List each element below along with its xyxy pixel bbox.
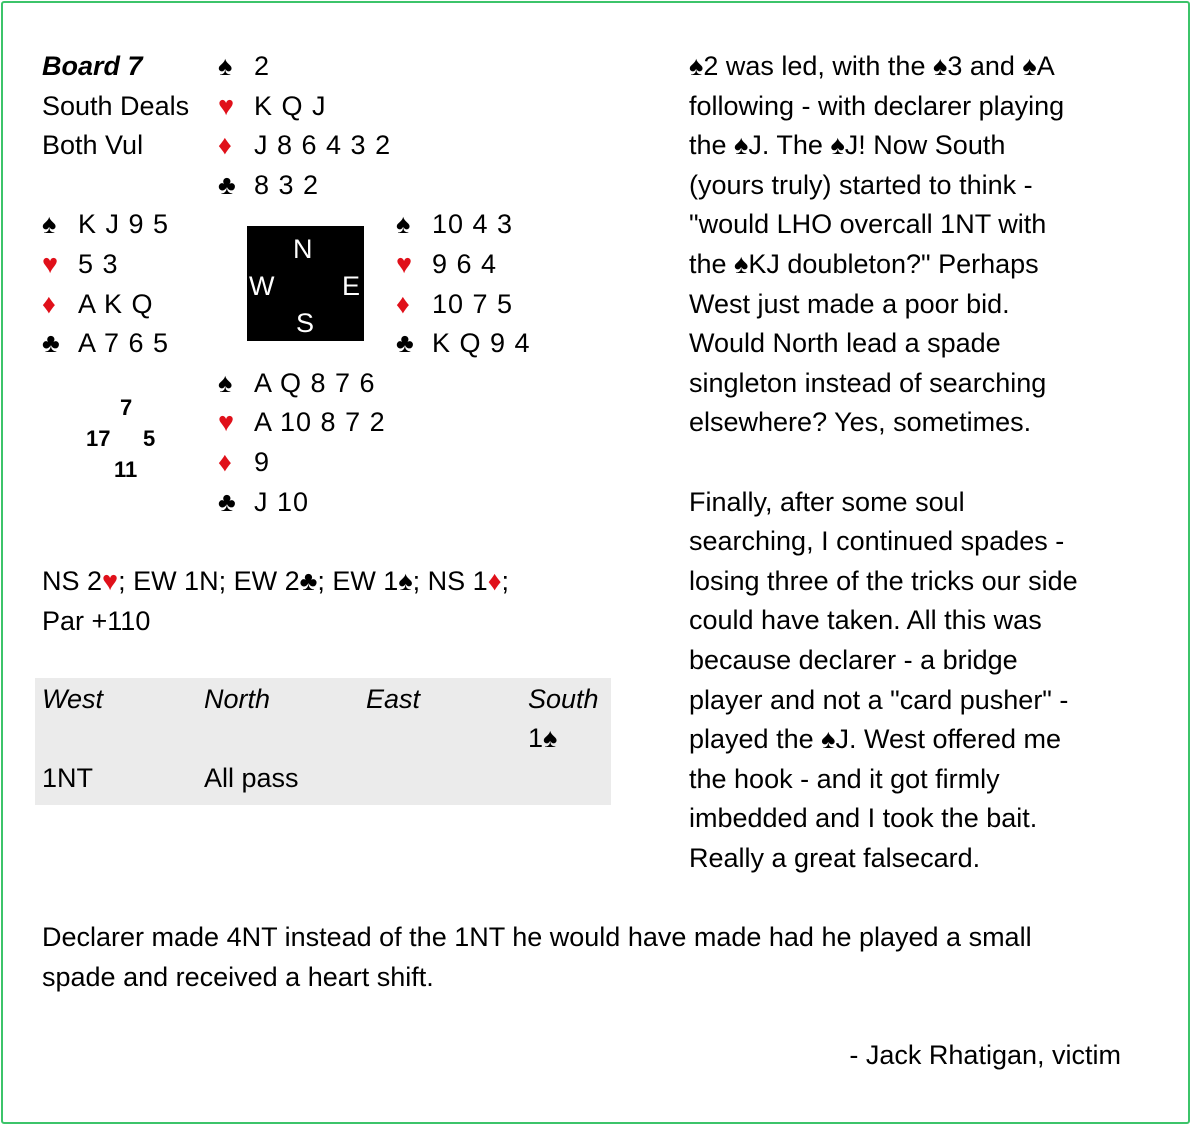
auction-bid-west: 1NT [42, 763, 94, 793]
compass-east: E [342, 271, 361, 301]
spade-icon: ♠ [396, 209, 411, 240]
south-spades: A Q 8 7 6 [254, 367, 376, 398]
north-diamonds: J 8 6 4 3 2 [254, 130, 392, 161]
text-run: KJ doubleton?" Perhaps [748, 248, 1039, 279]
board-title: Board 7 [42, 51, 143, 81]
narrative-line: Finally, after some soul [689, 486, 965, 517]
bid-level: 1 [528, 723, 544, 753]
south-clubs: J 10 [254, 486, 310, 517]
par-text: ; EW 1N; EW 2 [118, 566, 300, 596]
auction-header-north: North [204, 684, 271, 714]
narrative-line: West just made a poor bid. [689, 288, 1010, 319]
east-diamonds: 10 7 5 [432, 288, 514, 319]
par-text: NS 2 [42, 566, 103, 596]
spade-icon: ♠ [821, 724, 836, 755]
heart-icon: ♥ [396, 249, 413, 279]
club-icon: ♣ [299, 566, 318, 596]
diamond-icon: ♦ [42, 288, 56, 319]
west-diamonds: A K Q [78, 288, 154, 319]
text-run: J. West offered me [835, 724, 1062, 755]
auction-bid-north: All pass [204, 763, 299, 793]
heart-icon: ♥ [218, 90, 235, 121]
narrative-line: imbedded and I took the bait. [689, 803, 1038, 834]
club-icon: ♣ [396, 328, 414, 359]
text-run: A [1036, 51, 1055, 81]
compass-box [247, 226, 364, 341]
narrative-line: could have taken. All this was [689, 605, 1042, 636]
south-hearts: A 10 8 7 2 [254, 407, 386, 438]
north-clubs: 8 3 2 [254, 169, 320, 200]
club-icon: ♣ [218, 169, 236, 200]
hcp-east: 5 [143, 426, 156, 451]
north-hearts: K Q J [254, 90, 327, 121]
narrative-line: singleton instead of searching [689, 367, 1047, 398]
conclusion-line-2: spade and received a heart shift. [42, 961, 434, 992]
dealer-label: South Deals [42, 90, 190, 121]
hcp-west: 17 [86, 426, 111, 451]
west-spades: K J 9 5 [78, 209, 170, 240]
west-clubs: A 7 6 5 [78, 328, 170, 359]
text-run: J. The [748, 130, 831, 161]
club-icon: ♣ [218, 486, 236, 517]
spade-icon: ♠ [932, 51, 948, 81]
narrative-line: player and not a "card pusher" - [689, 684, 1069, 715]
club-icon: ♣ [42, 328, 60, 359]
text-run: 2 was led, with the [703, 51, 933, 81]
spade-icon: ♠ [734, 130, 749, 161]
narrative-line: because declarer - a bridge [689, 644, 1018, 675]
narrative-line: searching, I continued spades - [689, 526, 1065, 557]
spade-icon: ♠ [830, 130, 845, 161]
par-contracts [42, 562, 509, 602]
spade-icon: ♠ [42, 209, 57, 240]
east-hearts: 9 6 4 [432, 249, 498, 279]
narrative-line [689, 720, 1139, 760]
hcp-north: 7 [120, 395, 133, 420]
spade-icon: ♠ [218, 367, 233, 398]
auction-header-east: East [366, 684, 421, 714]
spade-icon: ♠ [734, 248, 749, 279]
auction-header-south: South [528, 684, 599, 714]
east-clubs: K Q 9 4 [432, 328, 531, 359]
par-score: Par +110 [42, 605, 151, 636]
spade-icon: ♠ [218, 51, 233, 81]
auction-table [35, 678, 611, 805]
spade-icon: ♠ [1022, 51, 1037, 81]
heart-icon: ♥ [218, 407, 235, 438]
narrative-column [689, 47, 1139, 878]
south-diamonds: 9 [254, 447, 271, 477]
text-run: J! Now South [844, 130, 1006, 161]
text-run: the [689, 130, 735, 161]
compass-north: N [293, 234, 313, 264]
diamond-icon: ♦ [218, 447, 232, 477]
text-run: the [689, 248, 735, 279]
auction-header-west: West [42, 684, 104, 714]
narrative-line: Really a great falsecard. [689, 842, 981, 873]
heart-icon: ♥ [42, 249, 59, 279]
spade-icon: ♠ [689, 51, 704, 81]
paragraph-gap [689, 443, 1139, 483]
narrative-line [689, 245, 1139, 285]
vulnerability-label: Both Vul [42, 130, 144, 161]
diamond-icon: ♦ [487, 566, 502, 596]
spade-icon: ♠ [398, 566, 413, 596]
text-run: played the [689, 724, 822, 755]
spade-icon: ♠ [543, 723, 558, 753]
narrative-line: the hook - and it got firmly [689, 763, 1000, 794]
par-text: ; [501, 566, 509, 596]
compass-south: S [296, 308, 315, 338]
diamond-icon: ♦ [396, 288, 410, 319]
text-run: 3 and [947, 51, 1023, 81]
east-spades: 10 4 3 [432, 209, 514, 240]
narrative-line: following - with declarer playing [689, 90, 1065, 121]
north-spades: 2 [254, 51, 271, 81]
par-text: ; EW 1 [317, 566, 399, 596]
signature: - Jack Rhatigan, victim [849, 1040, 1121, 1070]
auction-bid-south [528, 719, 557, 758]
narrative-line: (yours truly) started to think - [689, 169, 1033, 200]
heart-icon: ♥ [102, 566, 119, 596]
diamond-icon: ♦ [218, 130, 232, 161]
compass-west: W [249, 271, 275, 301]
conclusion-line-1: Declarer made 4NT instead of the 1NT he would have made had he played a small [42, 922, 1032, 952]
narrative-line [689, 126, 1139, 166]
narrative-line: elsewhere? Yes, sometimes. [689, 407, 1032, 438]
hcp-south: 11 [114, 457, 138, 482]
narrative-line: Would North lead a spade [689, 328, 1001, 359]
narrative-line [689, 47, 1139, 87]
west-hearts: 5 3 [78, 249, 119, 279]
narrative-line: losing three of the tricks our side [689, 565, 1078, 596]
par-text: ; NS 1 [412, 566, 488, 596]
narrative-line: "would LHO overcall 1NT with [689, 209, 1047, 240]
